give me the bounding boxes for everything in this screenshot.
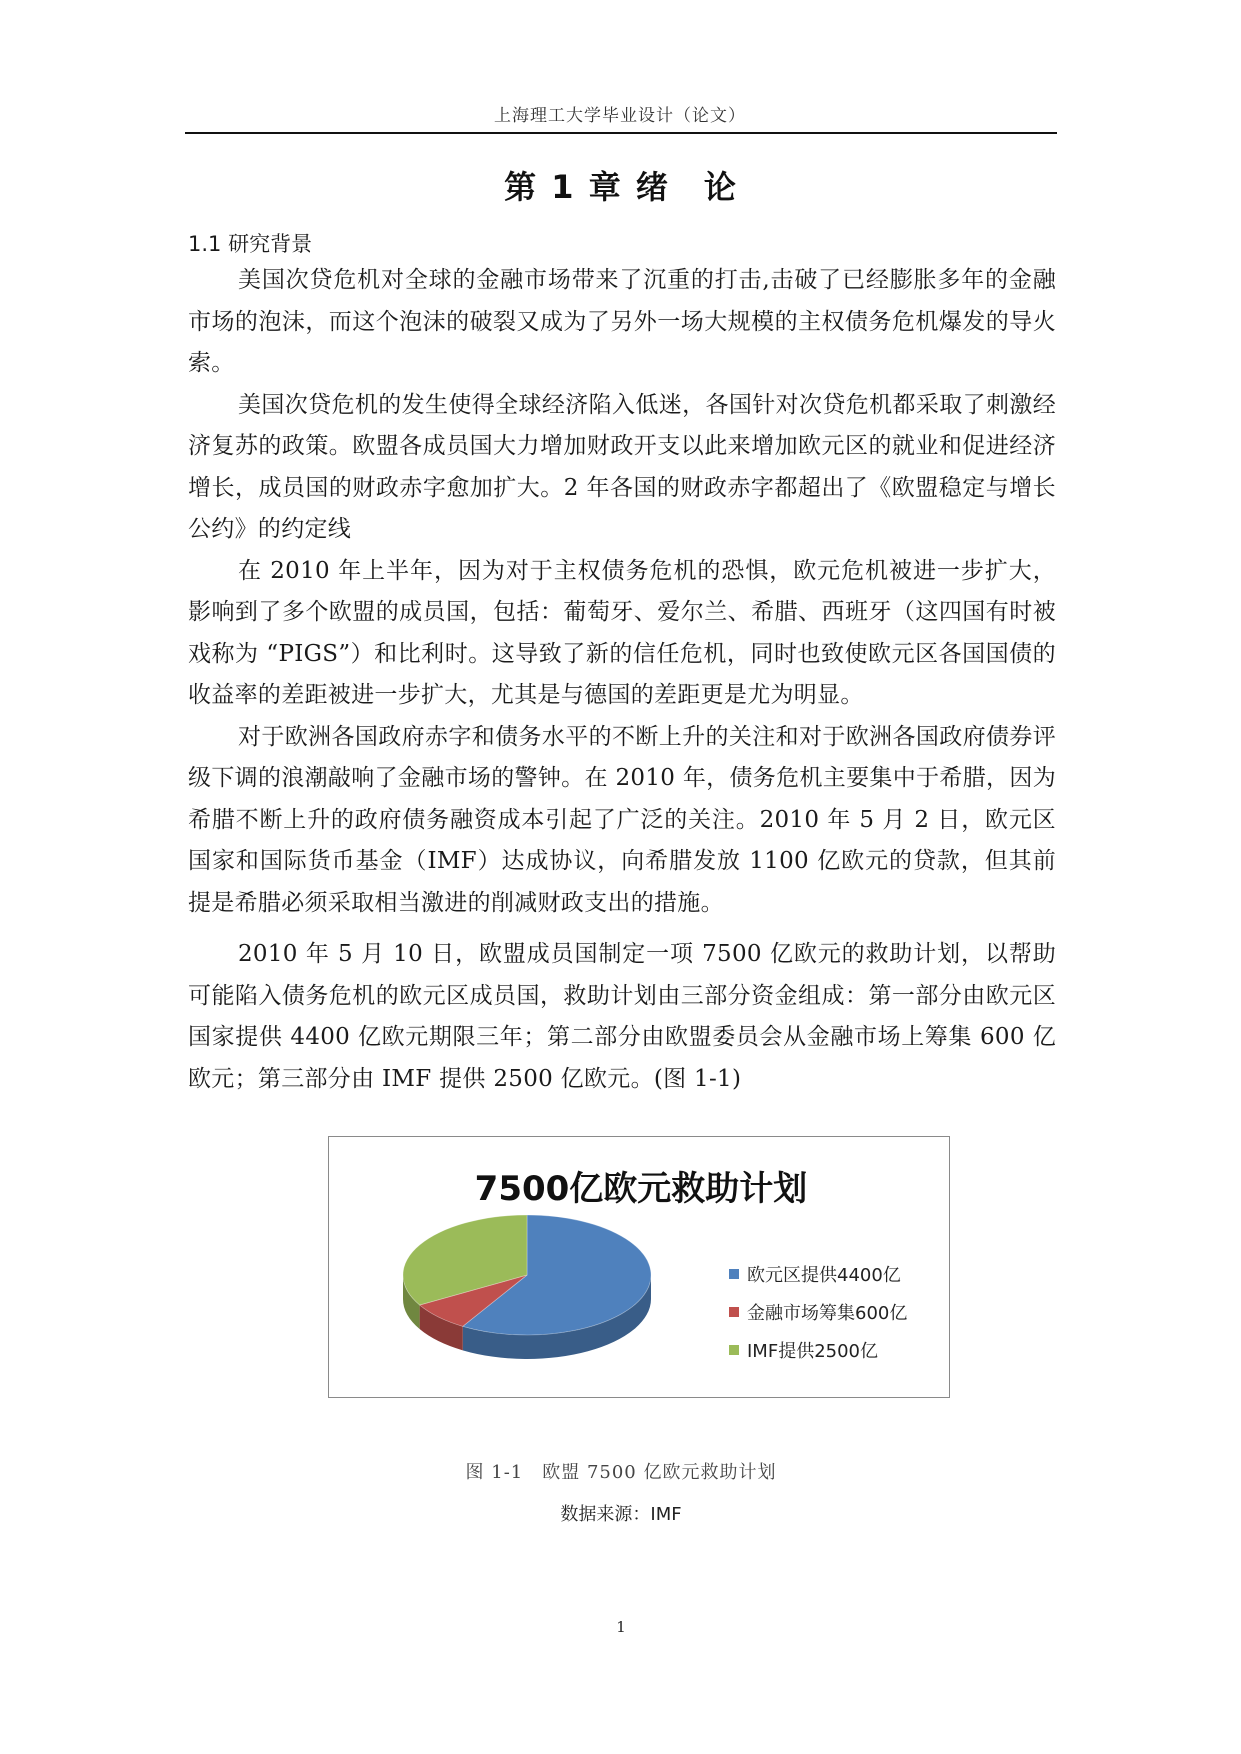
legend-label: IMF提供2500亿 [747,1341,879,1362]
paragraph: 对于欧洲各国政府赤字和债务水平的不断上升的关注和对于欧洲各国政府债券评级下调的浪潮敲响了金融市场的警钟。在 2010 年，债务危机主要集中于希腊，因为希腊不断上升的政府债务融资成本引起了广泛的关注。2010 年 5 月 2 日，欧元区国家和国际货币基金（IMF）达成协议，向希腊发放 1100 亿欧元的贷款，但其前提是希腊必须采取相当激进的削减财政支出的措施。 [188,723,1056,916]
legend-swatch [729,1345,739,1355]
header-rule [185,132,1057,134]
body-text [188,260,1056,1100]
chart-legend [729,1255,907,1369]
legend-swatch [729,1269,739,1279]
legend-label: 欧元区提供4400亿 [747,1265,901,1286]
paragraph: 2010 年 5 月 10 日，欧盟成员国制定一项 7500 亿欧元的救助计划，以帮助可能陷入债务危机的欧元区成员国，救助计划由三部分资金组成：第一部分由欧元区国家提供 4400 亿欧元期限三年；第二部分由欧盟委员会从金融市场上筹集 600 亿欧元；第三部分由 IMF 提供 2500 亿欧元。(图 1-1) [188,941,1056,1092]
paragraph: 美国次贷危机对全球的金融市场带来了沉重的打击,击破了已经膨胀多年的金融市场的泡沫，而这个泡沫的破裂又成为了另外一场大规模的主权债务危机爆发的导火索。 [188,267,1056,376]
legend-item [729,1331,907,1369]
legend-item [729,1293,907,1331]
legend-label: 金融市场筹集600亿 [747,1303,908,1324]
chapter-title: 第 1 章 绪 论 [504,168,738,206]
figure-caption: 图 1-1 欧盟 7500 亿欧元救助计划 [465,1462,777,1483]
legend-swatch [729,1307,739,1317]
page-number: 1 [616,1618,626,1636]
running-header: 上海理工大学毕业设计（论文） [494,106,746,126]
figure-source: 数据来源：IMF [560,1504,682,1525]
section-heading: 1.1 研究背景 [188,232,313,256]
chart-title: 7500亿欧元救助计划 [474,1169,808,1209]
legend-item [729,1255,907,1293]
paragraph: 美国次贷危机的发生使得全球经济陷入低迷，各国针对次贷危机都采取了刺激经济复苏的政策。欧盟各成员国大力增加财政开支以此来增加欧元区的就业和促进经济增长，成员国的财政赤字愈加扩大。2 年各国的财政赤字都超出了《欧盟稳定与增长公约》的约定线 [188,391,1056,542]
chart-frame [328,1136,950,1398]
paragraph: 在 2010 年上半年，因为对于主权债务危机的恐惧，欧元危机被进一步扩大，影响到了多个欧盟的成员国，包括：葡萄牙、爱尔兰、希腊、西班牙（这四国有时被戏称为 “PIGS”）和比利时。这导致了新的信任危机，同时也致使欧元区各国国债的收益率的差距被进一步扩大，尤其是与德国的差距更是尤为明显。 [188,557,1056,708]
